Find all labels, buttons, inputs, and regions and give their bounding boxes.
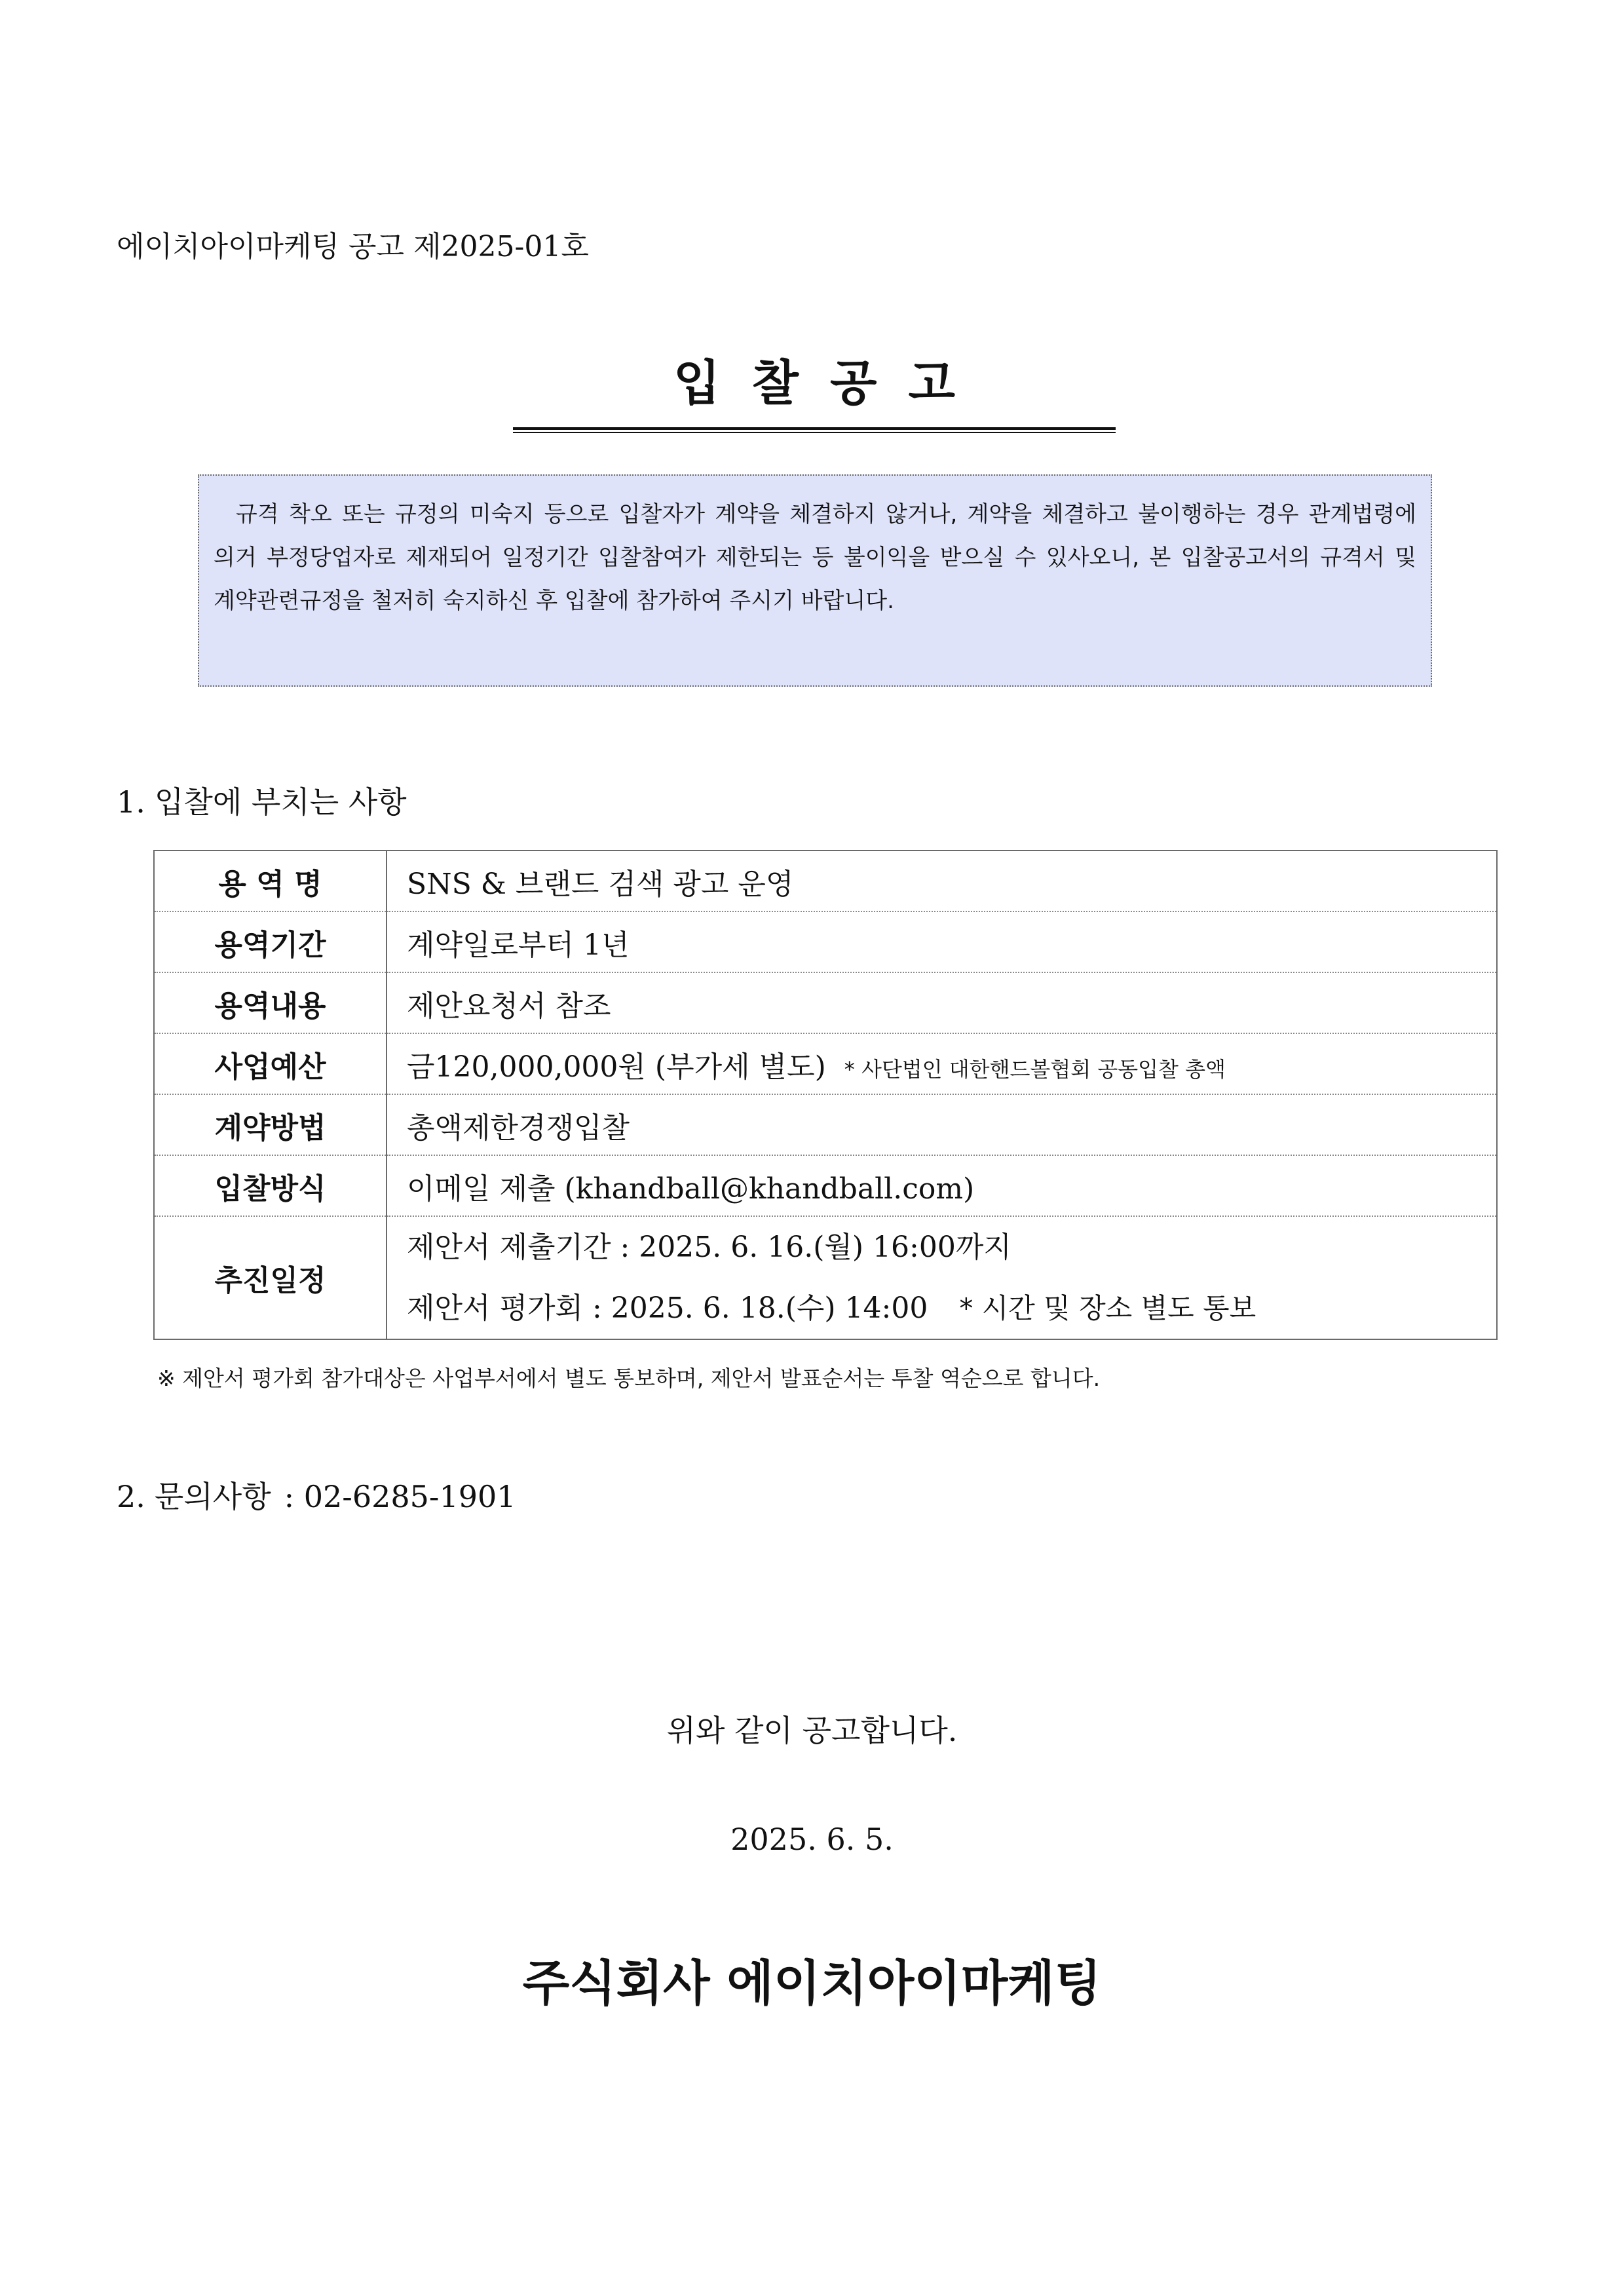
section-2-title: 문의사항 — [154, 1479, 271, 1514]
section-2-heading — [117, 1473, 516, 1516]
notice-date: 2025. 6. 5. — [730, 1822, 894, 1857]
row-value: 계약일로부터 1년 — [387, 911, 1497, 972]
schedule-note: * 시간 및 장소 별도 통보 — [959, 1292, 1256, 1324]
closing-statement: 위와 같이 공고합니다. — [666, 1713, 958, 1748]
warning-box — [198, 474, 1432, 687]
contact-phone: : 02-6285-1901 — [284, 1479, 516, 1514]
warning-text: 규격 착오 또는 규정의 미숙지 등으로 입찰자가 계약을 체결하지 않거나, 계약을 체결하고 불이행하는 경우 관계법령에 의거 부정당업자로 제재되어 일정기간 입찰참여가 제한되는 등 불이익을 받으실 수 있사오니, 본 입찰공고서의 규격서 및 계약관련규정을 철저히 숙지하신 후 입찰에 참가하여 주시기 바랍니다. — [214, 501, 1416, 614]
schedule-evaluation: 제안서 평가회 : 2025. 6. 18.(수) 14:00 — [407, 1292, 928, 1325]
row-label: 입찰방식 — [154, 1155, 387, 1216]
table-row-schedule — [154, 1216, 1497, 1339]
row-label: 용역내용 — [154, 972, 387, 1033]
company-name: 주식회사 에이치아이마케팅 — [522, 1955, 1102, 2012]
row-label: 사업예산 — [154, 1033, 387, 1094]
section-1-title: 입찰에 부치는 사항 — [154, 784, 407, 820]
table-row — [154, 1033, 1497, 1094]
table-row — [154, 972, 1497, 1033]
table-footnote: ※ 제안서 평가회 참가대상은 사업부서에서 별도 통보하며, 제안서 발표순서는 투찰 역순으로 합니다. — [157, 1366, 1101, 1391]
title-block — [513, 357, 1116, 433]
section-1-heading — [117, 778, 407, 822]
row-label: 계약방법 — [154, 1094, 387, 1155]
row-value: 제안요청서 참조 — [387, 972, 1497, 1033]
row-label: 용역기간 — [154, 911, 387, 972]
notice-number: 에이치아이마케팅 공고 제2025-01호 — [117, 230, 589, 263]
table-row — [154, 1094, 1497, 1155]
table-row — [154, 1155, 1497, 1216]
row-value: SNS & 브랜드 검색 광고 운영 — [387, 851, 1497, 911]
budget-amount: 금120,000,000원 (부가세 별도) — [407, 1050, 826, 1084]
row-value-budget — [387, 1033, 1497, 1094]
table-row — [154, 851, 1497, 911]
document-title: 입찰공고 — [673, 355, 987, 411]
table-row — [154, 911, 1497, 972]
row-value-schedule — [387, 1216, 1497, 1339]
budget-note: * 사단법인 대한핸드볼협회 공동입찰 총액 — [844, 1056, 1226, 1082]
row-label: 용 역 명 — [154, 851, 387, 911]
row-value: 이메일 제출 (khandball@khandball.com) — [387, 1155, 1497, 1216]
section-1-number: 1. — [117, 784, 145, 820]
title-underline — [513, 427, 1116, 433]
schedule-line-1: 제안서 제출기간 : 2025. 6. 16.(월) 16:00까지 — [407, 1231, 1011, 1264]
row-value: 총액제한경쟁입찰 — [387, 1094, 1497, 1155]
section-2-number: 2. — [117, 1479, 145, 1514]
row-label: 추진일정 — [154, 1216, 387, 1339]
bid-details-table — [153, 850, 1498, 1340]
schedule-line-2 — [407, 1278, 1496, 1339]
